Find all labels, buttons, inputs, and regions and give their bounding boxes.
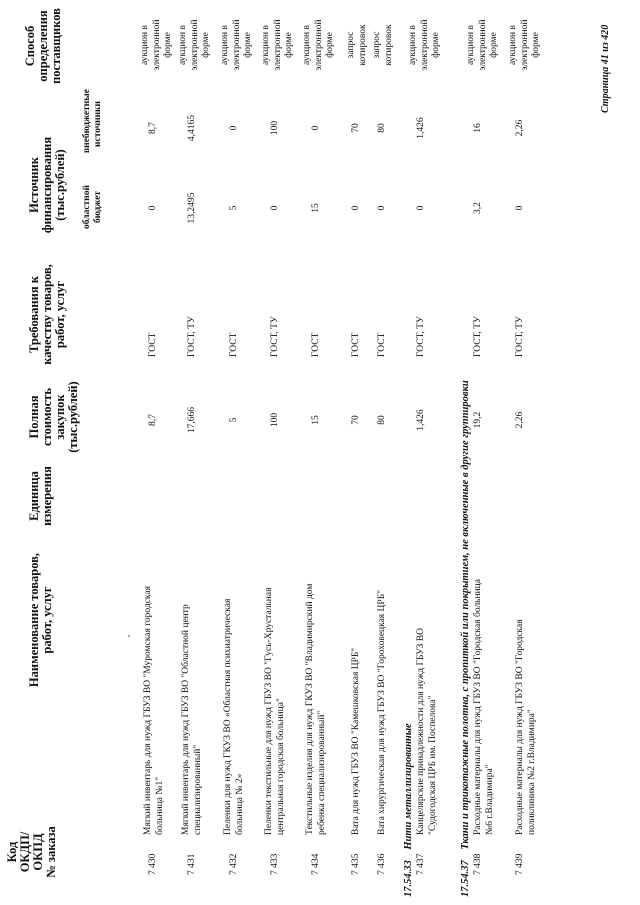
row-name: Пеленки текстильные для нужд ГБУЗ ВО "Гусь-Хрустальная центральная городская больница" [264, 587, 286, 835]
row-method: аукцион в электронной форме [302, 19, 335, 71]
row-method: аукцион в электронной форме [508, 19, 541, 71]
header-name: Наименование товаров, работ, услуг [27, 552, 54, 688]
row-name: Вата хирургическая для нужд ГБУЗ ВО "Гороховецкая ЦРБ" [377, 589, 387, 835]
row-extra: 100 [270, 120, 280, 136]
row-code: 7 437 [416, 853, 426, 875]
row-code: 7 435 [351, 853, 361, 875]
row-code: 7 433 [270, 853, 280, 875]
row-regional: 0 [270, 205, 280, 211]
row-method: аукцион в электронной форме [178, 19, 211, 71]
header-cost: Полная стоимость закупок (тыс.рублей) [27, 381, 80, 453]
row-cost: 1,426 [416, 409, 426, 431]
row-extra: 0 [311, 125, 321, 131]
scan-speck [128, 635, 130, 637]
header-method: Способ определения поставщиков [23, 8, 63, 84]
row-code: 7 431 [187, 853, 197, 875]
row-extra: 70 [351, 123, 361, 133]
row-regional: 0 [351, 205, 361, 211]
row-code: 7 434 [311, 853, 321, 875]
row-name: Мягкий инвентарь для нужд ГБУЗ ВО "Областной центр специализированный" [181, 604, 203, 835]
row-extra: 8,7 [148, 122, 158, 134]
row-name: Текстильные изделия для нужд ГКУЗ ВО "Владимирский дом ребенка специализированный" [305, 583, 327, 835]
row-name: Расходные материалы для нужд ГБУЗ ВО "Городская больница №6 г.Владимира" [473, 579, 495, 835]
row-code: 7 439 [515, 853, 525, 875]
group-heading [403, 723, 414, 897]
group-code: 17.54.33 [403, 860, 414, 897]
header-funding: Источник финансирования (тыс.рублей) [27, 136, 67, 234]
row-cost: 17,666 [187, 406, 197, 434]
row-name: Расходные материалы для нужд ГБУЗ ВО "Городская поликлиника №2 г.Владимира" [515, 619, 537, 835]
row-cost: 2,26 [515, 411, 525, 429]
row-name: Канцелярские принадлежности для нужд ГБУЗ ВО "Судогодская ЦРБ им. Поспелова" [416, 628, 438, 835]
row-req: ГОСТ, ТУ [416, 316, 426, 357]
row-cost: 8,7 [148, 414, 158, 426]
row-extra: 0 [229, 125, 239, 131]
row-method: запрос котировок [346, 24, 368, 66]
row-extra: 16 [473, 123, 483, 133]
page-footer: Страница 41 из 420 [600, 24, 611, 113]
row-method: запрос котировок [372, 24, 394, 66]
row-code: 7 432 [229, 853, 239, 875]
group-title: Ткани и трикотажные полотна, с пропиткой или покрытием, не включенные в другие группировки [460, 380, 471, 850]
row-regional: 0 [515, 205, 525, 211]
row-name: Пеленки для нужд ГКУЗ ВО «Областная психиатрическая больница № 2» [223, 598, 245, 835]
row-req: ГОСТ [148, 332, 158, 357]
row-regional: 0 [416, 205, 426, 211]
row-cost: 70 [351, 415, 361, 425]
row-name: Вата для нужд ГБУЗ ВО "Камешковская ЦРБ" [351, 647, 361, 835]
row-cost: 19,2 [473, 411, 483, 429]
row-req: ГОСТ, ТУ [270, 316, 280, 357]
row-req: ГОСТ, ТУ [473, 316, 483, 357]
row-extra: 80 [377, 123, 387, 133]
row-code: 7 430 [148, 853, 158, 875]
group-code: 17.54.37 [460, 860, 471, 897]
row-req: ГОСТ, ТУ [515, 316, 525, 357]
row-cost: 100 [270, 412, 280, 428]
row-req: ГОСТ [377, 332, 387, 357]
header-funding-extra: внебюджетные источники [82, 89, 103, 153]
row-method: аукцион в электронной форме [261, 19, 294, 71]
row-cost: 5 [229, 417, 239, 423]
row-req: ГОСТ [311, 332, 321, 357]
header-unit: Единица измерения [27, 466, 54, 526]
row-code: 7 436 [377, 853, 387, 875]
group-title: Нити металлизированные [403, 723, 414, 850]
row-regional: 13,2495 [187, 192, 197, 224]
row-req: ГОСТ, ТУ [187, 316, 197, 357]
row-extra: 1,426 [416, 117, 426, 139]
row-req: ГОСТ [229, 332, 239, 357]
row-regional: 0 [148, 205, 158, 211]
row-req: ГОСТ [351, 332, 361, 357]
row-name: Мягкий инвентарь для нужд ГБУЗ ВО "Муромская городская больница №1" [143, 586, 165, 835]
header-code: Код ОКДП/ ОКПД № заказа [5, 826, 58, 878]
row-regional: 3,2 [473, 202, 483, 214]
row-method: аукцион в электронной форме [466, 19, 499, 71]
header-funding-regional: областной бюджет [82, 185, 103, 229]
row-extra: 2,26 [515, 119, 525, 137]
row-method: аукцион в электронной форме [408, 19, 441, 71]
row-regional: 5 [229, 205, 239, 211]
row-extra: 4,4165 [187, 114, 197, 142]
row-cost: 15 [311, 415, 321, 425]
group-heading [460, 380, 471, 897]
row-regional: 15 [311, 203, 321, 213]
row-code: 7 438 [473, 853, 483, 875]
row-method: аукцион в электронной форме [140, 19, 173, 71]
row-method: аукцион в электронной форме [220, 19, 253, 71]
row-cost: 80 [377, 415, 387, 425]
header-requirements: Требования к качеству товаров, работ, услуг [27, 264, 67, 365]
row-regional: 0 [377, 205, 387, 211]
